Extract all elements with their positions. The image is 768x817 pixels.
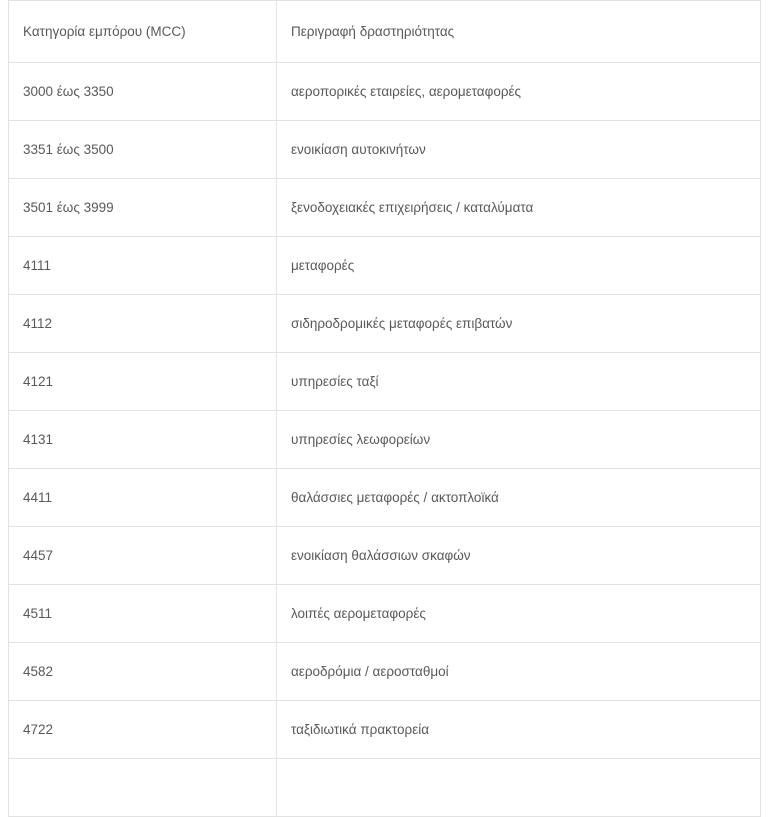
table-row (9, 526, 761, 584)
cell-activity-description: σιδηροδρομικές μεταφορές επιβατών (277, 294, 761, 352)
table-row (9, 700, 761, 758)
cell-activity-description: υπηρεσίες ταξί (277, 352, 761, 410)
table-row (9, 178, 761, 236)
cell-mcc-code: 3000 έως 3350 (9, 62, 277, 120)
table-header-row (9, 1, 761, 63)
cell-activity-description (277, 758, 761, 816)
mcc-category-table (8, 0, 761, 817)
table-row (9, 352, 761, 410)
cell-activity-description: ταξιδιωτικά πρακτορεία (277, 700, 761, 758)
table-row (9, 468, 761, 526)
cell-mcc-code: 4131 (9, 410, 277, 468)
table-row (9, 584, 761, 642)
cell-mcc-code: 3351 έως 3500 (9, 120, 277, 178)
table-header (9, 1, 761, 63)
cell-mcc-code: 4121 (9, 352, 277, 410)
table-row (9, 120, 761, 178)
cell-activity-description: αεροδρόμια / αεροσταθμοί (277, 642, 761, 700)
cell-mcc-code: 4111 (9, 236, 277, 294)
table-row (9, 294, 761, 352)
cell-activity-description: ξενοδοχειακές επιχειρήσεις / καταλύματα (277, 178, 761, 236)
cell-mcc-code: 4457 (9, 526, 277, 584)
cell-activity-description: λοιπές αερομεταφορές (277, 584, 761, 642)
table-body (9, 62, 761, 816)
cell-mcc-code: 4112 (9, 294, 277, 352)
column-header-description: Περιγραφή δραστηριότητας (277, 1, 761, 63)
cell-activity-description: ενοικίαση αυτοκινήτων (277, 120, 761, 178)
column-header-mcc: Κατηγορία εμπόρου (MCC) (9, 1, 277, 63)
cell-mcc-code: 4511 (9, 584, 277, 642)
table-row (9, 236, 761, 294)
cell-activity-description: αεροπορικές εταιρείες, αερομεταφορές (277, 62, 761, 120)
table-row (9, 758, 761, 816)
cell-mcc-code: 3501 έως 3999 (9, 178, 277, 236)
cell-activity-description: θαλάσσιες μεταφορές / ακτοπλοϊκά (277, 468, 761, 526)
cell-activity-description: υπηρεσίες λεωφορείων (277, 410, 761, 468)
table-row (9, 642, 761, 700)
cell-mcc-code: 4411 (9, 468, 277, 526)
table-row (9, 62, 761, 120)
cell-mcc-code (9, 758, 277, 816)
cell-activity-description: ενοικίαση θαλάσσιων σκαφών (277, 526, 761, 584)
cell-activity-description: μεταφορές (277, 236, 761, 294)
table-row (9, 410, 761, 468)
cell-mcc-code: 4582 (9, 642, 277, 700)
cell-mcc-code: 4722 (9, 700, 277, 758)
